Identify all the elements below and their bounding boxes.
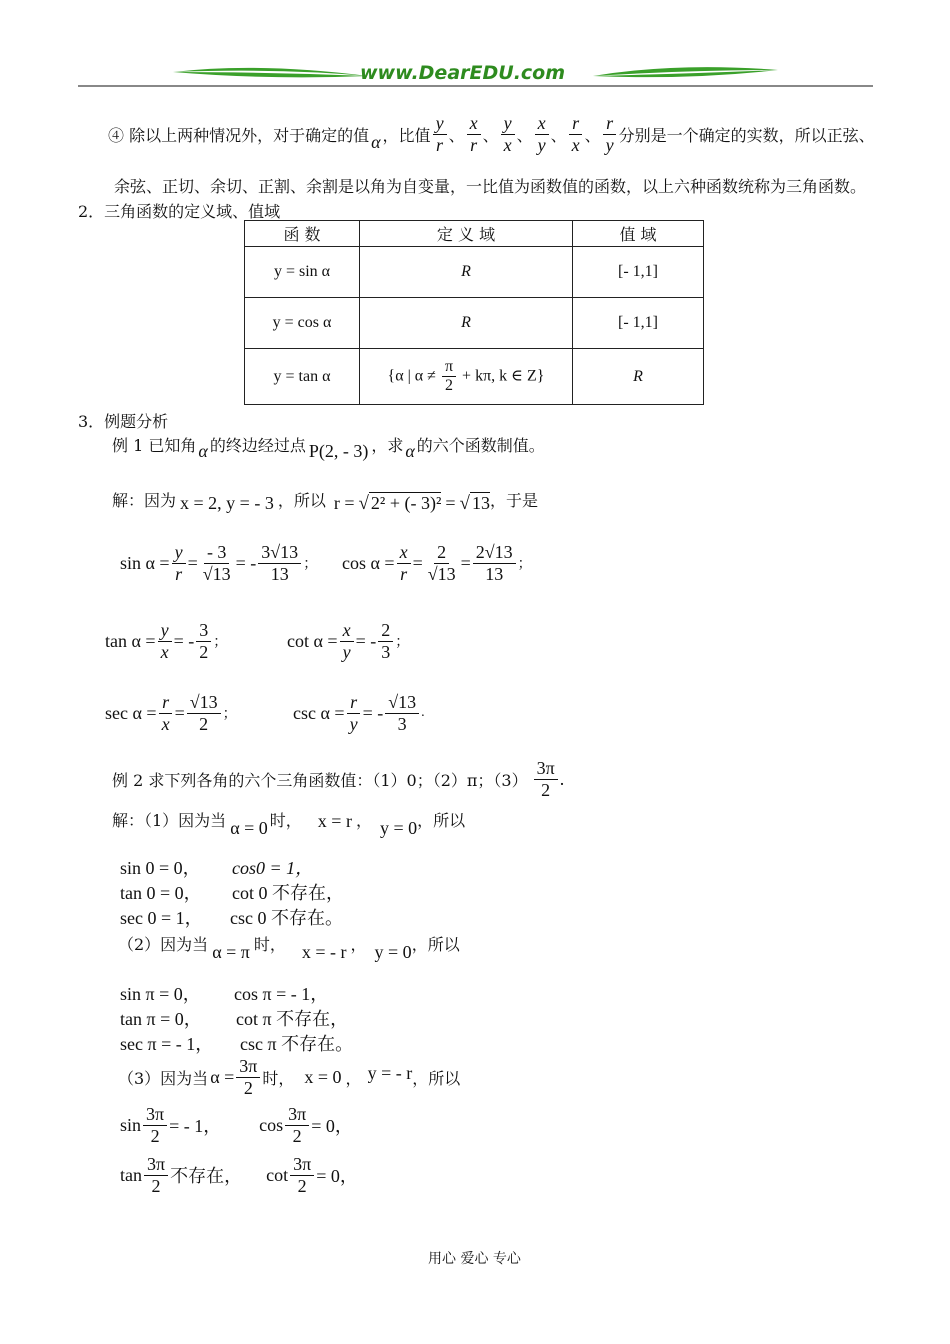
site-logo-text: www.DearEDU.com xyxy=(360,62,566,84)
header-function: 函 数 xyxy=(245,221,360,247)
header-range: 值 域 xyxy=(573,221,704,247)
ratio-fraction: $\frac{r}{x}$ xyxy=(569,113,583,155)
cot-alpha-formula: cot α = $\frac{x}{y}$ = - $\frac{2}{3}$ ； xyxy=(287,620,410,662)
case-3-sin-cos: sin $\frac{3\pi}{2}$ = - 1， cos $\frac{3\pi}{2}$ = 0， xyxy=(120,1104,353,1146)
tan-alpha-formula: tan α = $\frac{y}{x}$ = - $\frac{3}{2}$ ； xyxy=(105,620,228,662)
definition-paragraph: 余弦、正切、余切、正割、余割是以角为自变量，一比值为函数值的函数，以上六种函数统称为三角函数。 xyxy=(114,177,867,196)
case-2-results: sin π = 0， cos π = - 1， tan π = 0， cot π 不存在， sec π = - 1， csc π 不存在。 xyxy=(120,984,354,1054)
ratio-separator: 、 xyxy=(516,125,533,145)
case-3-condition: （3）因为当 α = $\frac{3\pi}{2}$ 时， x = 0 ， y = - r ，所以 xyxy=(118,1056,461,1098)
page-footer: 用心 爱心 专心 xyxy=(428,1251,521,1267)
ratio-separator: 、 xyxy=(482,125,499,145)
case-1-condition: 解：（1）因为当 α = 0 时， x = r ， y = 0 ，所以 xyxy=(112,811,466,838)
case-3-tan-cot: tan $\frac{3\pi}{2}$ 不存在， cot $\frac{3\pi}{2}$ = 0， xyxy=(120,1154,358,1196)
ratio-fraction: $\frac{x}{y}$ xyxy=(535,113,549,155)
ratio-intro-line xyxy=(108,110,875,158)
csc-alpha-formula: csc α = $\frac{r}{y}$ = - $\frac{√13}{3}$ . xyxy=(293,692,425,734)
domain-range-table xyxy=(244,220,704,405)
range-cell: R xyxy=(573,349,704,405)
example-2-question: 例 2 求下列各角的六个三角函数值：（1）0；（2）π；（3） $\frac{3\pi}{2}$ . xyxy=(112,758,565,800)
ratio-separator: 、 xyxy=(584,125,601,145)
alpha-symbol: α xyxy=(371,131,381,152)
example-1-solution-intro: 解：因为 x = 2, y = - 3 ，所以 r = √ 2² + (- 3)² = √ 13 ，于是 xyxy=(112,491,538,514)
domain-cell: R xyxy=(360,298,573,349)
table-row xyxy=(245,349,704,405)
ratio-fraction: $\frac{y}{r}$ xyxy=(433,113,447,155)
cos-alpha-formula: cos α = $\frac{x}{r}$ = $\frac{2}{√13}$ = $\frac{2√13}{13}$ ； xyxy=(342,542,532,584)
sin-alpha-formula: sin α = $\frac{y}{r}$ = $\frac{- 3}{√13}$ = - $\frac{3√13}{13}$ ； xyxy=(120,542,318,584)
ratio-separator: 、 xyxy=(550,125,567,145)
case-2-condition: （2）因为当 α = π 时， x = - r ， y = 0 ，所以 xyxy=(118,935,460,962)
function-cell: y = sin α xyxy=(245,247,360,298)
header-domain: 定 义 域 xyxy=(360,221,573,247)
function-cell: y = tan α xyxy=(245,349,360,405)
section-3-heading: 3．例题分析 xyxy=(78,412,169,431)
intro-post-text: 分别是一个确定的实数，所以正弦、 xyxy=(618,125,875,145)
section-2-heading: 2．三角函数的定义域、值域 xyxy=(78,202,281,221)
table-row xyxy=(245,247,704,298)
intro-mid-text: ，比值 xyxy=(382,125,431,145)
table-header-row xyxy=(245,221,704,247)
range-cell: [- 1,1] xyxy=(573,247,704,298)
case-1-results: sin 0 = 0， cos0 = 1， tan 0 = 0， cot 0 不存在， sec 0 = 1， csc 0 不存在。 xyxy=(120,858,344,928)
ratio-fraction: $\frac{x}{r}$ xyxy=(467,113,481,155)
ratio-separator: 、 xyxy=(448,125,465,145)
ratio-fraction: $\frac{y}{x}$ xyxy=(501,113,515,155)
table-row xyxy=(245,298,704,349)
range-cell: [- 1,1] xyxy=(573,298,704,349)
intro-text: ④ 除以上两种情况外，对于确定的值 xyxy=(108,125,370,145)
function-cell: y = cos α xyxy=(245,298,360,349)
domain-cell: {α | α ≠ $\frac{\pi}{2}$ + kπ, k ∈ Z} xyxy=(360,349,573,405)
example-1-question: 例 1 已知角 α 的终边经过点 P(2, - 3) ，求 α 的六个函数制值。 xyxy=(112,436,545,461)
domain-cell: R xyxy=(360,247,573,298)
sec-alpha-formula: sec α = $\frac{r}{x}$ = $\frac{√13}{2}$ ； xyxy=(105,692,237,734)
ratio-fraction: $\frac{r}{y}$ xyxy=(603,113,617,155)
